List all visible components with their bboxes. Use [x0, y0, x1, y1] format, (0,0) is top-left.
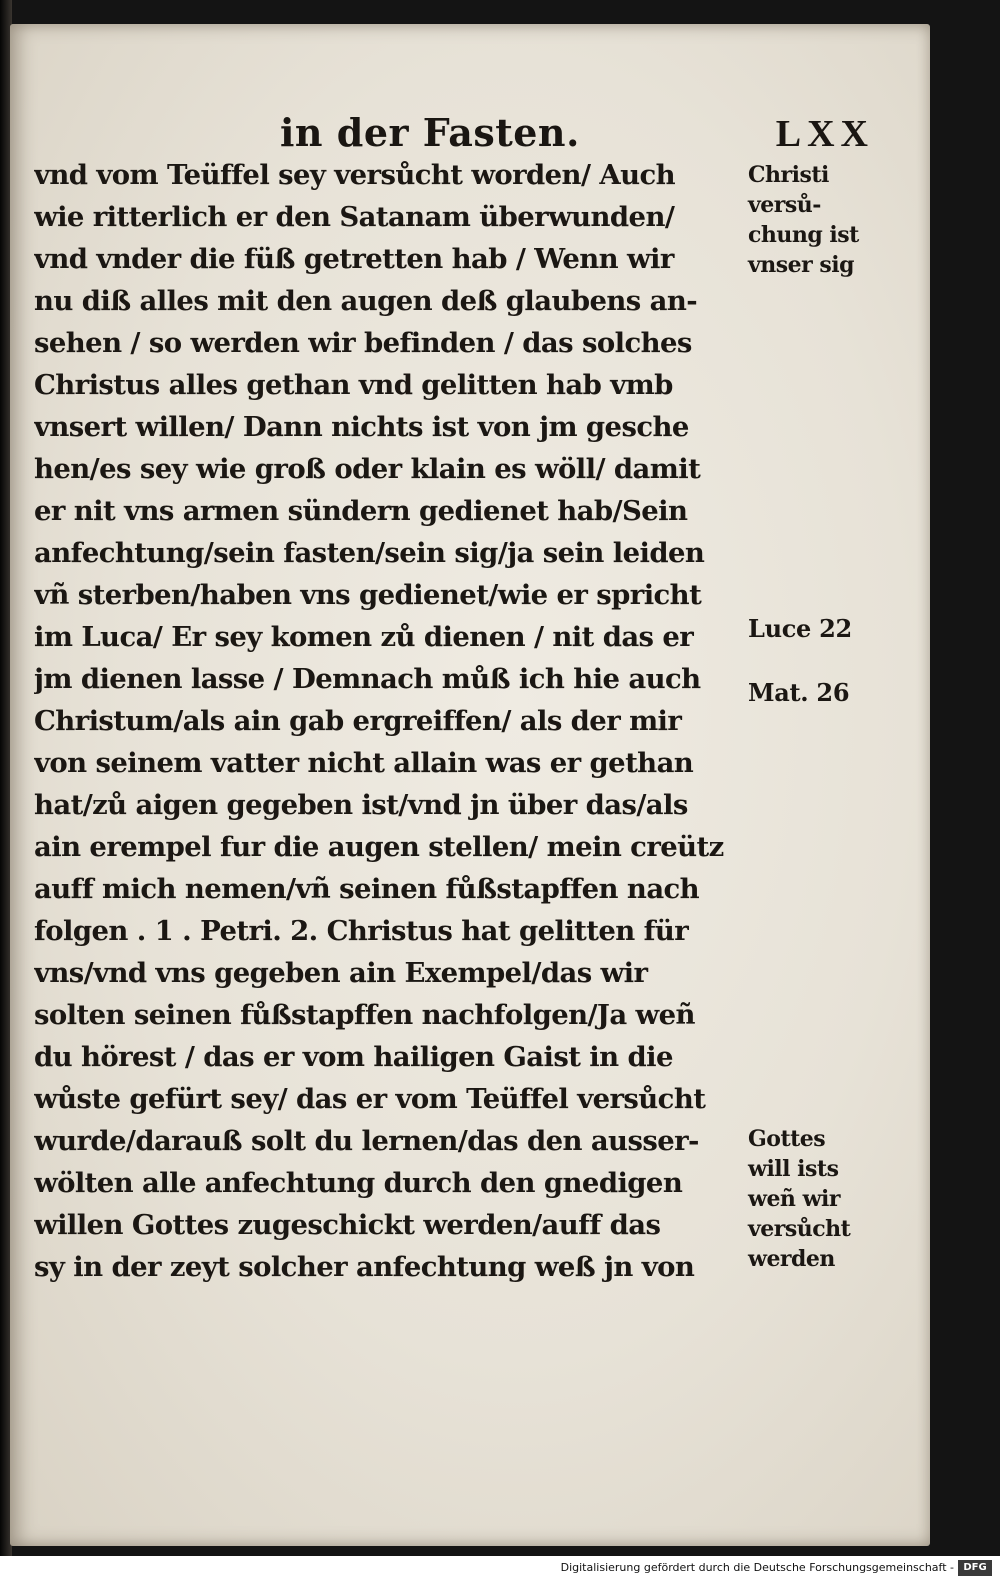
marginal-note-line: werden	[748, 1246, 835, 1272]
text-line: nu diß alles mit den augen deß glaubens an-	[34, 285, 698, 317]
text-line: vns/vnd vns gegeben ain Exempel/das wir	[34, 957, 648, 989]
page-header	[280, 110, 880, 160]
text-line: jm dienen lasse / Demnach můß ich hie auch	[34, 663, 701, 695]
text-line: du hörest / das er vom hailigen Gaist in die	[34, 1041, 673, 1073]
text-line: er nit vns armen sündern gedienet hab/Sein	[34, 495, 688, 527]
text-line: wurde/darauß solt du lernen/das den ausser-	[34, 1125, 699, 1157]
folio-number: LXX	[775, 113, 874, 155]
text-line: folgen . 1 . Petri. 2. Christus hat gelitten für	[34, 915, 689, 947]
text-line: Christum/als ain gab ergreiffen/ als der mir	[34, 705, 682, 737]
marginal-note-line: will ists	[748, 1156, 839, 1182]
marginal-note-gottes	[748, 1124, 878, 1274]
marginal-ref-luce	[748, 614, 878, 644]
text-line: willen Gottes zugeschickt werden/auff das	[34, 1209, 661, 1241]
text-line: ain erempel fur die augen stellen/ mein creütz	[34, 831, 724, 863]
text-line: sy in der zeyt solcher anfechtung weß jn von	[34, 1251, 695, 1283]
text-line: hat/zů aigen gegeben ist/vnd jn über das/als	[34, 789, 688, 821]
text-line: hen/es sey wie groß oder klain es wöll/ damit	[34, 453, 701, 485]
text-line: vñ sterben/haben vns gedienet/wie er spricht	[34, 579, 702, 611]
funding-credit: Digitalisierung gefördert durch die Deutsche Forschungsgemeinschaft -	[560, 1561, 954, 1574]
book-page	[10, 24, 930, 1546]
marginal-note-line: vnser sig	[748, 252, 855, 278]
main-text-block	[34, 154, 744, 1288]
text-line: vnd vnder die füß getretten hab / Wenn wir	[34, 243, 674, 275]
marginal-note-line: chung ist	[748, 222, 859, 248]
text-line: wölten alle anfechtung durch den gnedigen	[34, 1167, 683, 1199]
dfg-logo: DFG	[958, 1560, 992, 1576]
text-line: solten seinen fůßstapffen nachfolgen/Ja weñ	[34, 999, 695, 1031]
text-line: Christus alles gethan vnd gelitten hab vmb	[34, 369, 673, 401]
marginal-note-line: versůcht	[748, 1216, 851, 1242]
marginal-reference: Mat. 26	[748, 678, 850, 707]
running-head: in der Fasten.	[280, 110, 580, 155]
text-line: vnd vom Teüffel sey versůcht worden/ Auch	[34, 159, 676, 191]
text-line: sehen / so werden wir befinden / das solches	[34, 327, 692, 359]
text-line: anfechtung/sein fasten/sein sig/ja sein leiden	[34, 537, 705, 569]
marginal-note-line: weñ wir	[748, 1186, 840, 1212]
text-line: auff mich nemen/vñ seinen fůßstapffen nach	[34, 873, 700, 905]
marginal-reference: Luce 22	[748, 614, 852, 643]
marginal-note-line: Gottes	[748, 1126, 826, 1152]
text-line: von seinem vatter nicht allain was er gethan	[34, 747, 694, 779]
text-line: wůste gefürt sey/ das er vom Teüffel versůcht	[34, 1083, 706, 1115]
marginal-ref-mat	[748, 678, 878, 708]
marginal-note-line: versů-	[748, 192, 821, 218]
text-line: vnsert willen/ Dann nichts ist von jm gesche	[34, 411, 689, 443]
marginal-note-christi	[748, 160, 878, 280]
footer-bar	[0, 1556, 1000, 1582]
text-line: im Luca/ Er sey komen zů dienen / nit das er	[34, 621, 694, 653]
text-line: wie ritterlich er den Satanam überwunden/	[34, 201, 675, 233]
marginal-note-line: Christi	[748, 162, 829, 188]
